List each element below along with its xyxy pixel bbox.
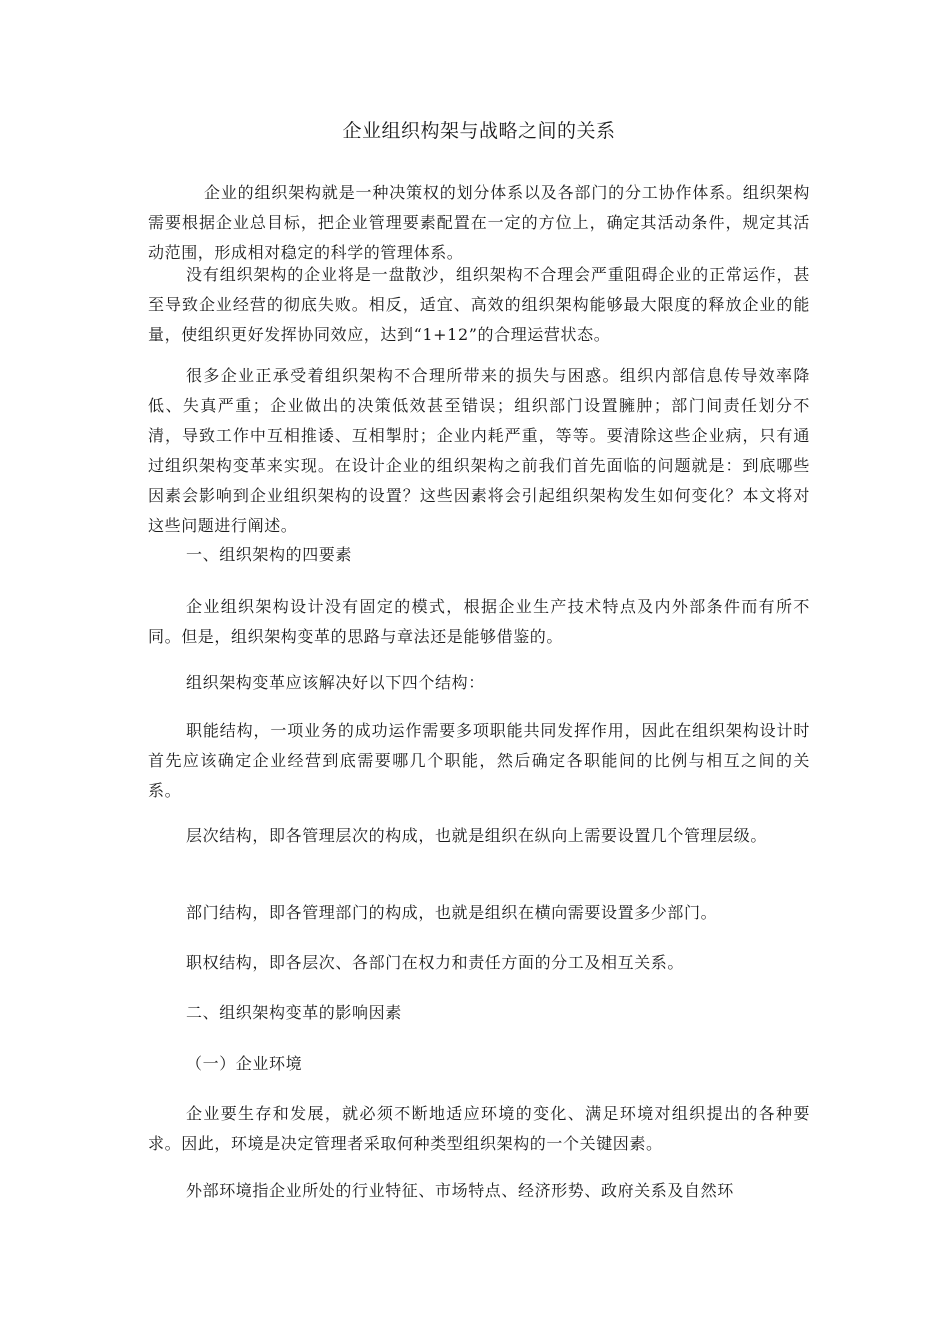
paragraph: 很多企业正承受着组织架构不合理所带来的损失与困惑。组织内部信息传导效率降低、失真严重；企业做出的决策低效甚至错误；组织部门设置臃肿；部门间责任划分不清，导致工作中互相推诿、互相掣肘；企业内耗严重，等等。要清除这些企业病，只有通过组织架构变革来实现。在设计企业的组织架构之前我们首先面临的问题就是：到底哪些因素会影响到企业组织架构的设置？这些因素将会引起组织架构发生如何变化？本文将对这些问题进行阐述。 xyxy=(148,366,810,535)
section-heading: 一、组织架构的四要素 xyxy=(186,545,353,564)
document-title: 企业组织构架与战略之间的关系 xyxy=(342,120,616,142)
paragraph: 职权结构，即各层次、各部门在权力和责任方面的分工及相互关系。 xyxy=(186,953,685,972)
paragraph: 外部环境指企业所处的行业特征、市场特点、经济形势、政府关系及自然环 xyxy=(186,1181,734,1200)
paragraph: 企业的组织架构就是一种决策权的划分体系以及各部门的分工协作体系。组织架构需要根据企业总目标，把企业管理要素配置在一定的方位上，确定其活动条件，规定其活动范围，形成相对稳定的科学的管理体系。 xyxy=(148,183,810,262)
subsection-heading: （一）企业环境 xyxy=(186,1054,303,1073)
paragraph: 层次结构，即各管理层次的构成，也就是组织在纵向上需要设置几个管理层级。 xyxy=(186,826,768,845)
section-heading: 二、组织架构变革的影响因素 xyxy=(186,1003,402,1022)
paragraph: 企业组织架构设计没有固定的模式，根据企业生产技术特点及内外部条件而有所不同。但是，组织架构变革的思路与章法还是能够借鉴的。 xyxy=(148,597,810,646)
paragraph: 组织架构变革应该解决好以下四个结构： xyxy=(186,673,485,692)
paragraph: 部门结构，即各管理部门的构成，也就是组织在横向需要设置多少部门。 xyxy=(186,903,718,922)
paragraph: 职能结构，一项业务的成功运作需要多项职能共同发挥作用，因此在组织架构设计时首先应该确定企业经营到底需要哪几个职能，然后确定各职能间的比例与相互之间的关系。 xyxy=(148,721,810,800)
paragraph: 没有组织架构的企业将是一盘散沙，组织架构不合理会严重阻碍企业的正常运作，甚至导致企业经营的彻底失败。相反，适宜、高效的组织架构能够最大限度的释放企业的能量，使组织更好发挥协同效应，达到“1+12”的合理运营状态。 xyxy=(148,265,810,344)
paragraph: 企业要生存和发展，就必须不断地适应环境的变化、满足环境对组织提出的各种要求。因此，环境是决定管理者采取何种类型组织架构的一个关键因素。 xyxy=(148,1104,810,1153)
